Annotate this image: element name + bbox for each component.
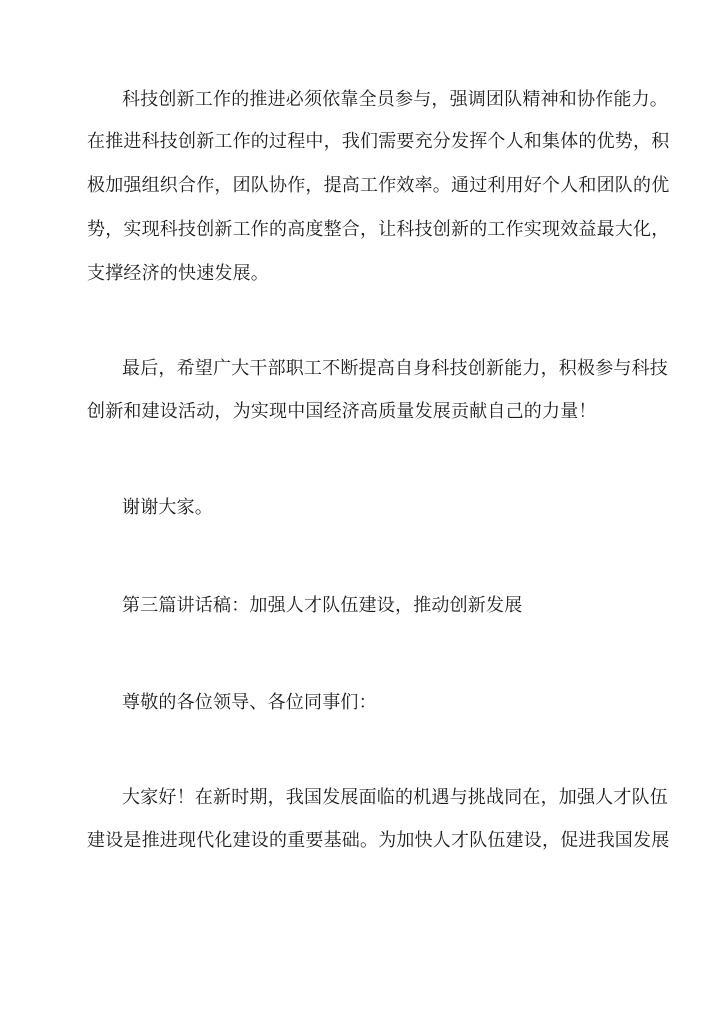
paragraph-1-line-3: 极加强组织合作，团队协作，提高工作效率。通过利用好个人和团队的优	[87, 175, 670, 196]
paragraph-6-line-2: 建设是推进现代化建设的重要基础。为加快人才队伍建设，促进我国发展	[87, 830, 670, 851]
paragraph-1-line-2: 在推进科技创新工作的过程中，我们需要充分发挥个人和集体的优势，积	[87, 131, 670, 152]
paragraph-1-line-4: 势，实现科技创新工作的高度整合，让科技创新的工作实现效益最大化，	[87, 219, 670, 240]
paragraph-1-line-5: 支撑经济的快速发展。	[87, 263, 269, 284]
paragraph-2-line-1: 最后，希望广大干部职工不断提高自身科技创新能力，积极参与科技	[122, 358, 668, 379]
paragraph-2-line-2: 创新和建设活动，为实现中国经济高质量发展贡献自己的力量！	[87, 401, 597, 422]
salutation-line: 尊敬的各位领导、各位同事们：	[122, 692, 377, 713]
paragraph-6-line-1: 大家好！在新时期，我国发展面临的机遇与挑战同在，加强人才队伍	[122, 787, 668, 808]
paragraph-1-line-1: 科技创新工作的推进必须依靠全员参与，强调团队精神和协作能力。	[122, 89, 668, 110]
paragraph-3-line-1: 谢谢大家。	[122, 497, 213, 518]
speech-title-line: 第三篇讲话稿：加强人才队伍建设，推动创新发展	[122, 595, 523, 616]
